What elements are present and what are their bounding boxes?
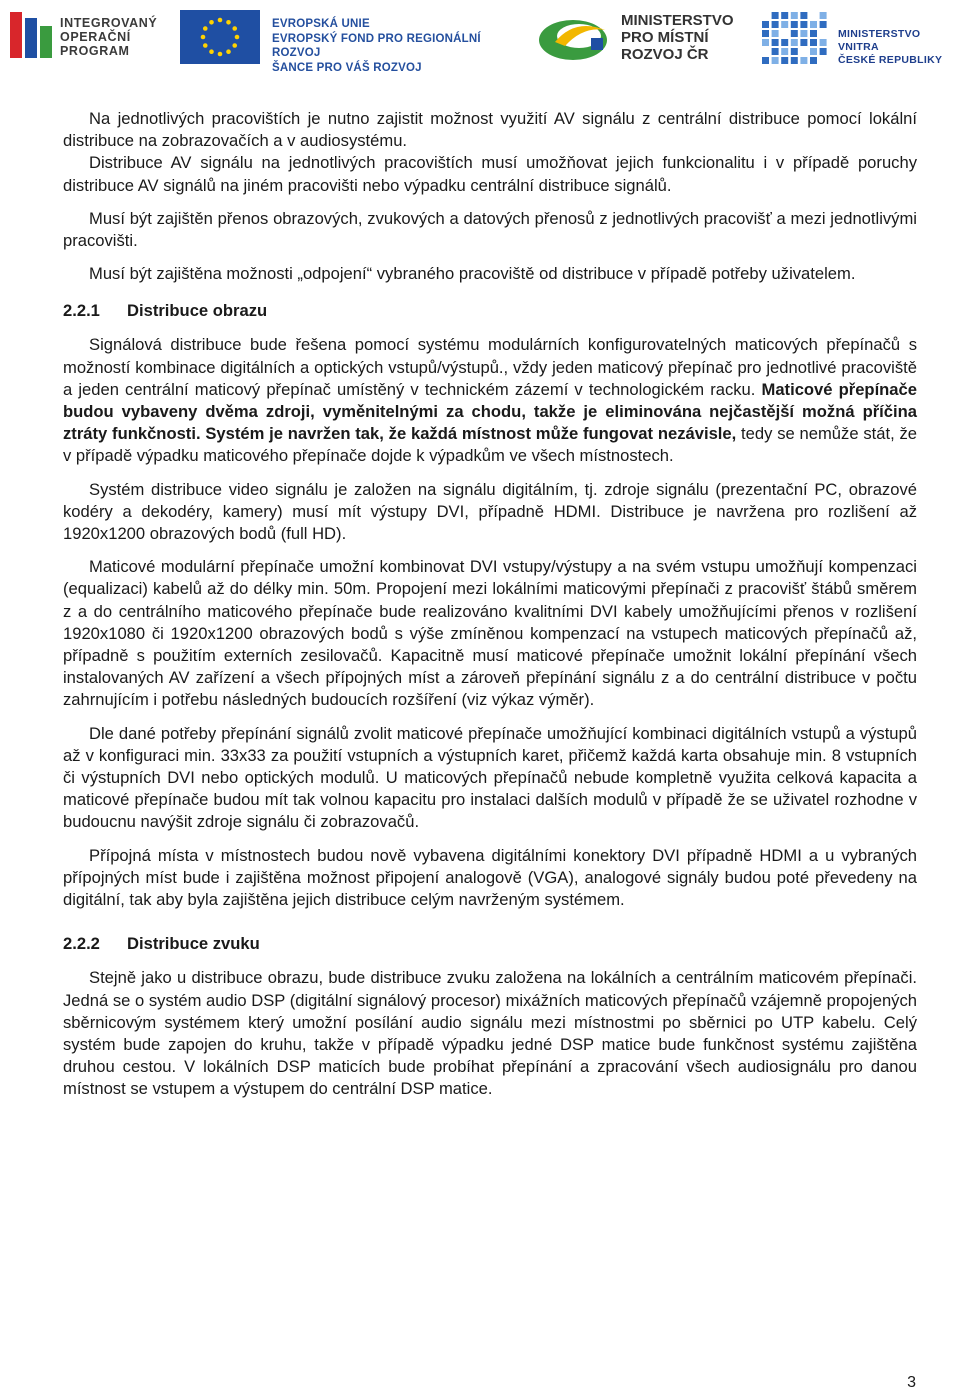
mmr-logo <box>535 6 750 66</box>
eu-star <box>203 43 208 48</box>
mv-logo-dot <box>791 12 798 19</box>
section-title: Distribuce obrazu <box>127 301 268 321</box>
eu-star <box>226 20 231 25</box>
mv-logo-dot <box>772 48 779 55</box>
mv-logo-dot <box>781 48 788 55</box>
mv-logo-dot <box>762 57 769 64</box>
paragraph: Stejně jako u distribuce obrazu, bude distribuce zvuku založena na lokálních a centrálním maticovém přepínači. Jedná se o systém audio DSP (digitální signálový procesor) mixážních maticových přepínačů vzájemně propojených sběrnicovým systémem který umožní posílání audio signálu mezi místnostmi po sběrnici po UTP kabelu. Celý systém bude zapojen do kruhu, takže v případě výpadku jedné DSP matice bude funkčnost systému zajištěna druhou cestou. V lokálních DSP maticích bude probíhat přepínání a zpracování všech audiosignálu pro danou místnost se vstupem a výstupem do centrální DSP matice. <box>63 968 917 1099</box>
mv-logo-dot <box>762 30 769 37</box>
mv-logo-dot <box>810 21 817 28</box>
eu-star <box>209 20 214 25</box>
eu-star <box>201 35 206 40</box>
mv-logo-dot <box>820 12 827 19</box>
eu-flag-icon <box>180 10 260 64</box>
iop-logo-line: PROGRAM <box>60 44 130 58</box>
mmr-logo-line: PRO MÍSTNÍ <box>621 29 709 46</box>
paragraph: Přípojná místa v místnostech budou nově vybavena digitálními konektory DVI případně HDMI a u vybraných přípojných míst bude i zajištěna možnost připojení analogově (VGA), analogové signály budou poté převedeny na digitální, tak aby byla zajištěna jejich distribuce celým navrženým systémem. <box>63 845 917 910</box>
eu-star <box>218 18 223 23</box>
mv-logo-dot <box>810 39 817 46</box>
paragraph-text: Signálová distribuce bude řešena pomocí systému modulárních konfigurovatelných maticových přepínačů s možností kombinace digitálních a optických vstupů/výstupů., vždy jeden maticový přepínač pro jednotlivé pracoviště a jeden centrální maticový přepínač umístěný v technickém zázemí v technologickém racku. <box>63 335 917 399</box>
header-logo-strip <box>0 0 960 72</box>
mv-logo-mark <box>760 10 830 66</box>
document-body <box>63 108 917 1101</box>
paragraph: Systém distribuce video signálu je založen na signálu digitálním, tj. zdroje signálu (prezentační PC, obrazové kodéry a dekodéry, kamery) musí mít výstupy DVI, případně HDMI. Distribuce je navržena pro rozlišení až 1920x1200 obrazových bodů (full HD). <box>63 479 917 544</box>
paragraph-mixed <box>63 334 917 467</box>
mmr-logo-mark <box>535 12 615 64</box>
eu-star <box>232 26 237 31</box>
mv-logo-dot <box>791 57 798 64</box>
eu-star <box>232 43 237 48</box>
iop-logo-mark <box>8 8 54 62</box>
paragraph-text: tedy se nemůže stát, že v případě výpadku maticového přepínače dojde k výpadkům ve všech místnostech. <box>63 424 918 466</box>
mv-logo-line: MINISTERSTVO VNITRA <box>838 28 921 53</box>
mv-logo-dot <box>781 57 788 64</box>
iop-logo-line: OPERAČNÍ <box>60 30 131 44</box>
paragraph-bold-text: Maticové přepínače budou vybaveny dvěma zdroji, vyměnitelnými za chodu, takže je eliminována nejčastější možná příčina ztráty funkčnosti. Systém je navržen tak, že každá místnost může fungovat nezávisle, <box>63 379 917 444</box>
mv-logo-dot <box>791 21 798 28</box>
eu-star <box>226 49 231 54</box>
mv-logo-dot <box>820 48 827 55</box>
mmr-logo-line: ROZVOJ ČR <box>621 46 709 63</box>
mv-logo-dot <box>762 39 769 46</box>
mv-logo-dot <box>810 57 817 64</box>
eu-logo-line: ŠANCE PRO VÁŠ ROZVOJ <box>272 61 422 74</box>
mv-logo-dot <box>800 30 807 37</box>
page-number: 3 <box>907 1374 916 1391</box>
mv-logo-dot <box>800 57 807 64</box>
mv-logo-dot <box>781 39 788 46</box>
eu-star <box>203 26 208 31</box>
eu-logo-line: EVROPSKÝ FOND PRO REGIONÁLNÍ ROZVOJ <box>272 32 481 59</box>
mv-logo-dot <box>820 39 827 46</box>
mv-logo-dot <box>772 21 779 28</box>
paragraph: Maticové modulární přepínače umožní kombinovat DVI vstupy/výstupy a na svém vstupu umožňují kompenzaci (equalizaci) kabelů až do délky min. 50m. Propojení mezi lokálními maticovými přepínači z pracovišť štábů směrem z a do centrálního maticového přepínače bude realizováno kvalitními DVI kabely umožňujícími přenos v rozlišení 1920x1080 či 1920x1200 obrazových bodů s výše zmíněnou kompenzací na vstupech maticových přepínačů až, případně s použitím externích zesilovačů. Kapacitně musí maticové přepínače umožnit lokální přepínání všech instalovaných AV zařízení a všech přípojných míst a zároveň přepínání signálu z a do centrální distribuce v počtu zahrnujícím i potřebu následných budoucích rozšíření (viz výkaz výměr). <box>63 557 917 710</box>
mv-logo-dot <box>781 12 788 19</box>
mv-logo-dot <box>772 57 779 64</box>
paragraph: Dle dané potřeby přepínání signálů zvolit maticové přepínače umožňující kombinaci digitálních vstupů a výstupů až v konfiguraci min. 33x33 za použití vstupních a výstupních karet, přičemž každá karta obsahuje min. 8 vstupních či výstupních DVI nebo optických modulů. U maticových přepínačů nebude kompletně využita celková kapacita a maticové přepínače budou mít tak volnou kapacitu pro instalaci dalších modulů v případě že se uživatel rozhodne v budoucnu navýšit zdroje signálu či zobrazovačů. <box>63 723 917 832</box>
mv-logo-dot <box>772 30 779 37</box>
mv-logo-dot <box>810 48 817 55</box>
paragraph: Na jednotlivých pracovištích je nutno zajistit možnost využití AV signálu z centrální distribuce pomocí lokální distribuce na zobrazovačích a v audiosystému. <box>63 109 917 151</box>
paragraph: Musí být zajištěna možnosti „odpojení“ vybraného pracoviště od distribuce v případě potřeby uživatelem. <box>89 264 856 284</box>
section-number: 2.2.1 <box>63 301 100 321</box>
eu-star <box>218 52 223 57</box>
mv-logo-dot <box>772 39 779 46</box>
mv-logo-dot <box>791 48 798 55</box>
section-number: 2.2.2 <box>63 934 100 954</box>
section-heading-2-2-2 <box>63 933 917 955</box>
mv-logo-dot <box>762 21 769 28</box>
eu-logo <box>180 6 530 74</box>
mv-logo-dot <box>800 21 807 28</box>
paragraph: Musí být zajištěn přenos obrazových, zvukových a datových přenosů z jednotlivých pracovišť a mezi jednotlivými pracovišti. <box>63 208 917 251</box>
iop-logo-line: INTEGROVANÝ <box>60 16 158 30</box>
paragraph: Distribuce AV signálu na jednotlivých pracovištích musí umožňovat jejich funkcionalitu i v případě poruchy distribuce AV signálů na jiném pracovišti nebo výpadku centrální distribuce signálů. <box>63 153 917 195</box>
mv-logo-dot <box>800 39 807 46</box>
eu-logo-line: EVROPSKÁ UNIE <box>272 18 370 30</box>
mv-logo-dot <box>781 21 788 28</box>
mv-logo-dot <box>820 21 827 28</box>
mv-logo-line: ČESKÉ REPUBLIKY <box>838 54 943 66</box>
eu-star <box>209 49 214 54</box>
section-title: Distribuce zvuku <box>127 934 260 954</box>
mv-logo-dot <box>791 39 798 46</box>
eu-star <box>235 35 240 40</box>
iop-logo <box>8 6 168 66</box>
mmr-logo-line: MINISTERSTVO <box>621 12 734 29</box>
mv-logo <box>760 6 955 66</box>
mv-logo-dot <box>791 30 798 37</box>
mv-logo-dot <box>800 12 807 19</box>
section-heading-2-2-1 <box>63 300 917 322</box>
mv-logo-dot <box>810 30 817 37</box>
mv-logo-dot <box>772 12 779 19</box>
